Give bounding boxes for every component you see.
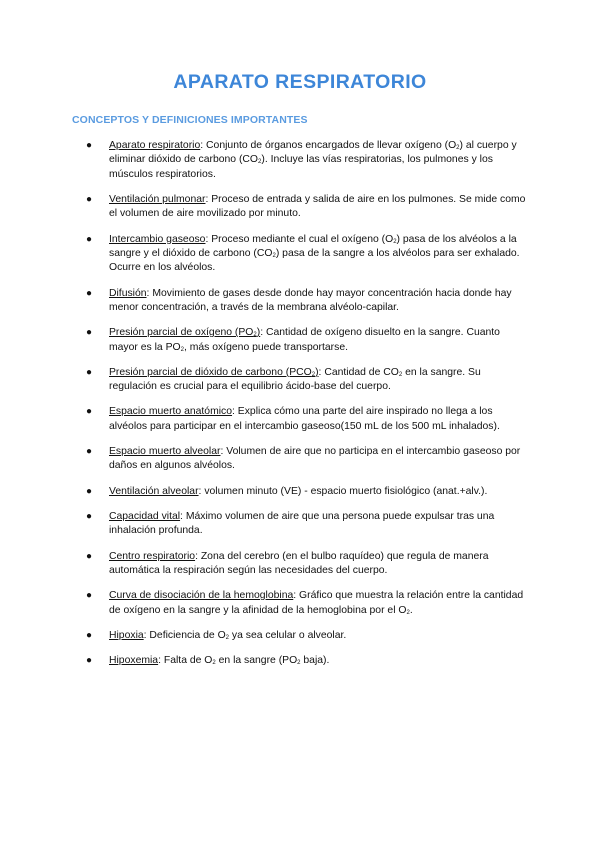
- document-title: APARATO RESPIRATORIO: [173, 71, 427, 93]
- subscript: 2: [212, 659, 216, 666]
- definition-term: [109, 367, 319, 378]
- definition-item: [86, 629, 526, 643]
- bullet-icon: ●: [86, 485, 93, 497]
- bullet-icon: ●: [86, 510, 93, 522]
- definition-item: [86, 445, 526, 474]
- subscript: 2: [272, 253, 276, 260]
- bullet-icon: ●: [86, 446, 93, 458]
- definition-text: : Proceso de entrada y salida de aire en los pulmones. Se mide como el volumen de aire movilizado por minuto.: [109, 194, 526, 220]
- subscript: 2: [398, 371, 403, 378]
- definition-text: ) pasa de los alvéolos a la sangre y el dióxido de carbono (CO: [109, 233, 517, 260]
- bullet-icon: ●: [86, 590, 93, 602]
- definition-text: baja).: [300, 654, 330, 666]
- subscript: 2: [406, 609, 410, 616]
- definition-text: : Proceso mediante el cual el oxígeno (O: [205, 233, 394, 245]
- definition-text: : Movimiento de gases desde donde hay mayor concentración hacia donde hay menor concentración, a través de la membrana alvéolo-capilar.: [109, 287, 512, 314]
- bullet-icon: ●: [86, 233, 93, 245]
- definition-term: Hipoxia: [109, 629, 144, 641]
- subscript: 2: [180, 346, 184, 353]
- definition-item: [86, 654, 526, 668]
- definition-term: Centro respiratorio: [109, 550, 196, 562]
- definition-term: Intercambio gaseoso: [109, 233, 206, 245]
- definition-item: [86, 233, 526, 276]
- bullet-icon: ●: [86, 550, 93, 562]
- definition-text: ). Incluye las vías respiratorias, los pulmones y los músculos respiratorios.: [109, 154, 493, 180]
- definition-text: en la sangre (PO: [215, 654, 298, 666]
- subscript: 2: [258, 159, 262, 166]
- definition-text: ) pasa de la sangre a los alvéolos para ser exhalado. Ocurre en los alvéolos.: [109, 248, 520, 274]
- definition-item: [86, 485, 526, 499]
- bullet-icon: ●: [86, 287, 93, 299]
- definition-term: [109, 327, 260, 338]
- definition-term: Espacio muerto anatómico: [109, 406, 233, 418]
- subscript: 2: [311, 371, 316, 378]
- bullet-icon: ●: [86, 629, 93, 641]
- definition-term: Aparato respiratorio: [109, 140, 201, 151]
- definition-text: ya sea celular o alveolar.: [229, 629, 347, 641]
- definition-term: Capacidad vital: [109, 510, 181, 522]
- definition-text: : Máximo volumen de aire que una persona puede expulsar tras una inhalación profunda.: [109, 510, 495, 537]
- bullet-icon: ●: [86, 406, 93, 418]
- definition-item: [86, 193, 526, 222]
- definitions-list: [86, 139, 526, 679]
- term-text: Presión parcial de oxígeno (PO: [109, 327, 254, 339]
- bullet-icon: ●: [86, 140, 93, 151]
- subscript: 2: [253, 332, 257, 339]
- definition-item: [86, 326, 526, 355]
- definition-text: , más oxígeno puede transportarse.: [183, 341, 348, 353]
- term-text: ): [256, 327, 261, 339]
- definition-item: [86, 366, 526, 395]
- definition-item: [86, 550, 526, 579]
- definition-term: Hipoxemia: [109, 654, 159, 666]
- definition-term: Ventilación alveolar: [109, 485, 199, 497]
- definition-item: [86, 139, 526, 182]
- term-text: Presión parcial de dióxido de carbono (PCO: [109, 366, 312, 378]
- bullet-icon: ●: [86, 194, 93, 206]
- definition-term: Difusión: [109, 287, 147, 299]
- definition-text: : Gráfico que muestra la relación entre la cantidad de oxígeno en la sangre y la afinidad de la hemoglobina por el O: [109, 590, 524, 616]
- definition-text: : Volumen de aire que no participa en el intercambio gaseoso por daños en algunos alvéolos.: [109, 446, 521, 472]
- definition-item: [86, 589, 526, 618]
- definition-item: [86, 405, 526, 434]
- definition-text: : Deficiencia de O: [143, 629, 226, 641]
- definition-text: : Zona del cerebro (en el bulbo raquídeo) que regula de manera automática la respiración según las necesidades del cuerpo.: [109, 550, 489, 576]
- term-text: ): [315, 366, 319, 378]
- definition-term: Espacio muerto alveolar: [109, 446, 221, 458]
- bullet-icon: ●: [86, 654, 93, 666]
- section-subtitle: CONCEPTOS Y DEFINICIONES IMPORTANTES: [72, 114, 308, 126]
- definition-text: ) al cuerpo y eliminar dióxido de carbono (CO: [109, 140, 517, 166]
- definition-text: en la sangre. Su regulación es crucial para el equilibrio ácido-base del cuerpo.: [109, 366, 481, 393]
- subscript: 2: [297, 659, 301, 666]
- definition-item: [86, 510, 526, 539]
- definition-text: .: [409, 604, 413, 616]
- definition-text: : Explica cómo una parte del aire inspirado no llega a los alvéolos para participar en el intercambio gaseoso(150 mL de los 500 mL inhalados).: [109, 406, 500, 432]
- definition-text: : volumen minuto (VE) - espacio muerto fisiológico (anat.+alv.).: [198, 485, 488, 497]
- definition-item: [86, 287, 526, 316]
- subscript: 2: [393, 238, 397, 245]
- definition-term: Ventilación pulmonar: [109, 194, 206, 206]
- subscript: 2: [456, 145, 460, 151]
- definition-text: : Conjunto de órganos encargados de llevar oxígeno (O: [200, 140, 457, 151]
- bullet-icon: ●: [86, 327, 93, 339]
- subscript: 2: [225, 634, 230, 641]
- definition-text: : Cantidad de CO: [318, 366, 399, 378]
- definition-text: : Falta de O: [158, 654, 213, 666]
- definition-text: : Cantidad de oxígeno disuelto en la sangre. Cuanto mayor es la PO: [109, 327, 500, 353]
- bullet-icon: ●: [86, 366, 93, 378]
- definition-term: Curva de disociación de la hemoglobina: [109, 590, 294, 602]
